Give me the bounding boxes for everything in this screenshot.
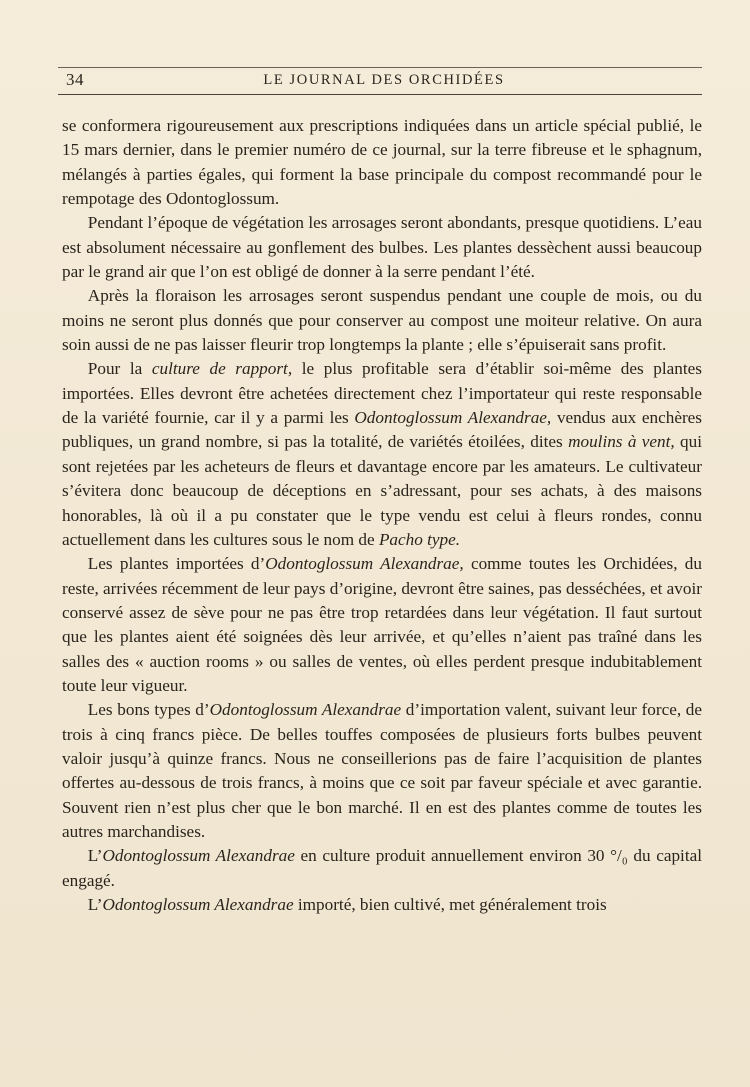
paragraph-text: importé, bien cultivé, met généralement trois: [293, 895, 607, 914]
paragraph: [62, 211, 702, 284]
paragraph-text: le plus profitable sera d’établir soi-même des plantes importées. Elles devront être achetées directement chez l’importateur qui reste responsable de la variété fournie, car il y a parmi les: [62, 359, 702, 428]
italic-phrase: Odontoglossum Alexandrae,: [265, 554, 464, 574]
paragraph-text: Après la floraison les arrosages seront suspendus pendant une couple de mois, ou du moins ne seront plus donnés que pour conserver au compost une moiteur relative. On aura soin aussi de ne pas laisser fleurir trop longtemps la plante ; elle s’épuiserait sans profit.: [62, 286, 702, 355]
paragraph: [62, 893, 702, 917]
paragraph-text: se conformera rigoureusement aux prescriptions indiquées dans un article spécial publié, le 15 mars dernier, dans le premier numéro de ce journal, sur la terre fibreuse et le sphagnum, mélangés à parties égales, qui forment la base principale du compost recommandé pour le rempotage des Odontoglossum.: [62, 116, 702, 209]
paragraph-text: qui sont rejetées par les acheteurs de fleurs et davantage encore par les amateurs. Le cultivateur s’évitera donc beaucoup de déceptions en s’adressant, pour ses achats, à des maisons honorables, là où il a pu constater que le type vendu est celui à fleurs rondes, connu actuellement dans les cultures sous le nom de: [62, 432, 703, 549]
body-text: [62, 114, 702, 917]
paragraph-text: comme toutes les Orchidées, du reste, arrivées récemment de leur pays d’origine, devront être saines, pas desséchées, et avoir conservé assez de sève pour ne pas être trop retardées dans leur végétation. Il faut surtout que les plantes aient été soignées dès leur arrivée, et qu’elles n’aient pas traîné dans les salles des « auction rooms » ou salles de ventes, où elles perdent presque indubitablement toute leur vigueur.: [62, 554, 702, 695]
paragraph-text: vendus aux enchères publiques, un grand nombre, si pas la totalité, de variétés étoilées, dites: [62, 408, 703, 452]
paragraph: [62, 698, 702, 844]
page-number: 34: [66, 70, 84, 89]
italic-phrase: culture de rapport,: [151, 359, 293, 379]
paragraph-text: Pendant l’époque de végétation les arrosages seront abondants, presque quotidiens. L’eau est absolument nécessaire au gonflement des bulbes. Les plantes dessèchent aussi beaucoup par le grand air que l’on est obligé de donner à la serre pendant l’été.: [62, 213, 702, 282]
page-header: [66, 66, 702, 96]
paragraph-text: Les plantes importées d’: [87, 554, 266, 574]
paragraph-text: Les bons types d’: [87, 700, 210, 720]
italic-phrase: Odontoglossum Alexandrae: [209, 700, 402, 720]
paragraph: [62, 844, 702, 893]
paragraph-text: L’: [87, 846, 103, 866]
paragraph: [62, 114, 702, 211]
italic-phrase: Pacho type.: [378, 529, 461, 549]
running-title: LE JOURNAL DES ORCHIDÉES: [263, 72, 505, 88]
italic-phrase: Odontoglossum Alexandrae: [102, 895, 294, 914]
paragraph-text: en culture produit annuellement environ 30 °/₀ du capital engagé.: [62, 846, 703, 890]
italic-phrase: moulins à vent,: [568, 432, 675, 452]
paragraph-text: d’importation valent, suivant leur force, de trois à cinq francs pièce. De belles touffes composées de plusieurs forts bulbes peuvent valoir jusqu’à quinze francs. Nous ne conseillerions pas de faire l’acquisition de plantes offertes au-dessous de trois francs, à moins que ce soit par faveur spéciale et avec garantie. Souvent rien n’est plus cher que le bon marché. Il en est des plantes comme de toutes les autres marchandises.: [62, 700, 703, 841]
paragraph-text: L’: [87, 895, 103, 914]
italic-phrase: Odontoglossum Alexandrae: [102, 846, 295, 866]
paragraph: [62, 357, 702, 552]
paragraph: [62, 284, 702, 357]
header-rule-bottom: [58, 94, 702, 95]
paragraph-text: Pour la: [87, 359, 152, 379]
paragraph: [62, 552, 702, 698]
italic-phrase: Odontoglossum Alexandrae,: [354, 408, 552, 428]
